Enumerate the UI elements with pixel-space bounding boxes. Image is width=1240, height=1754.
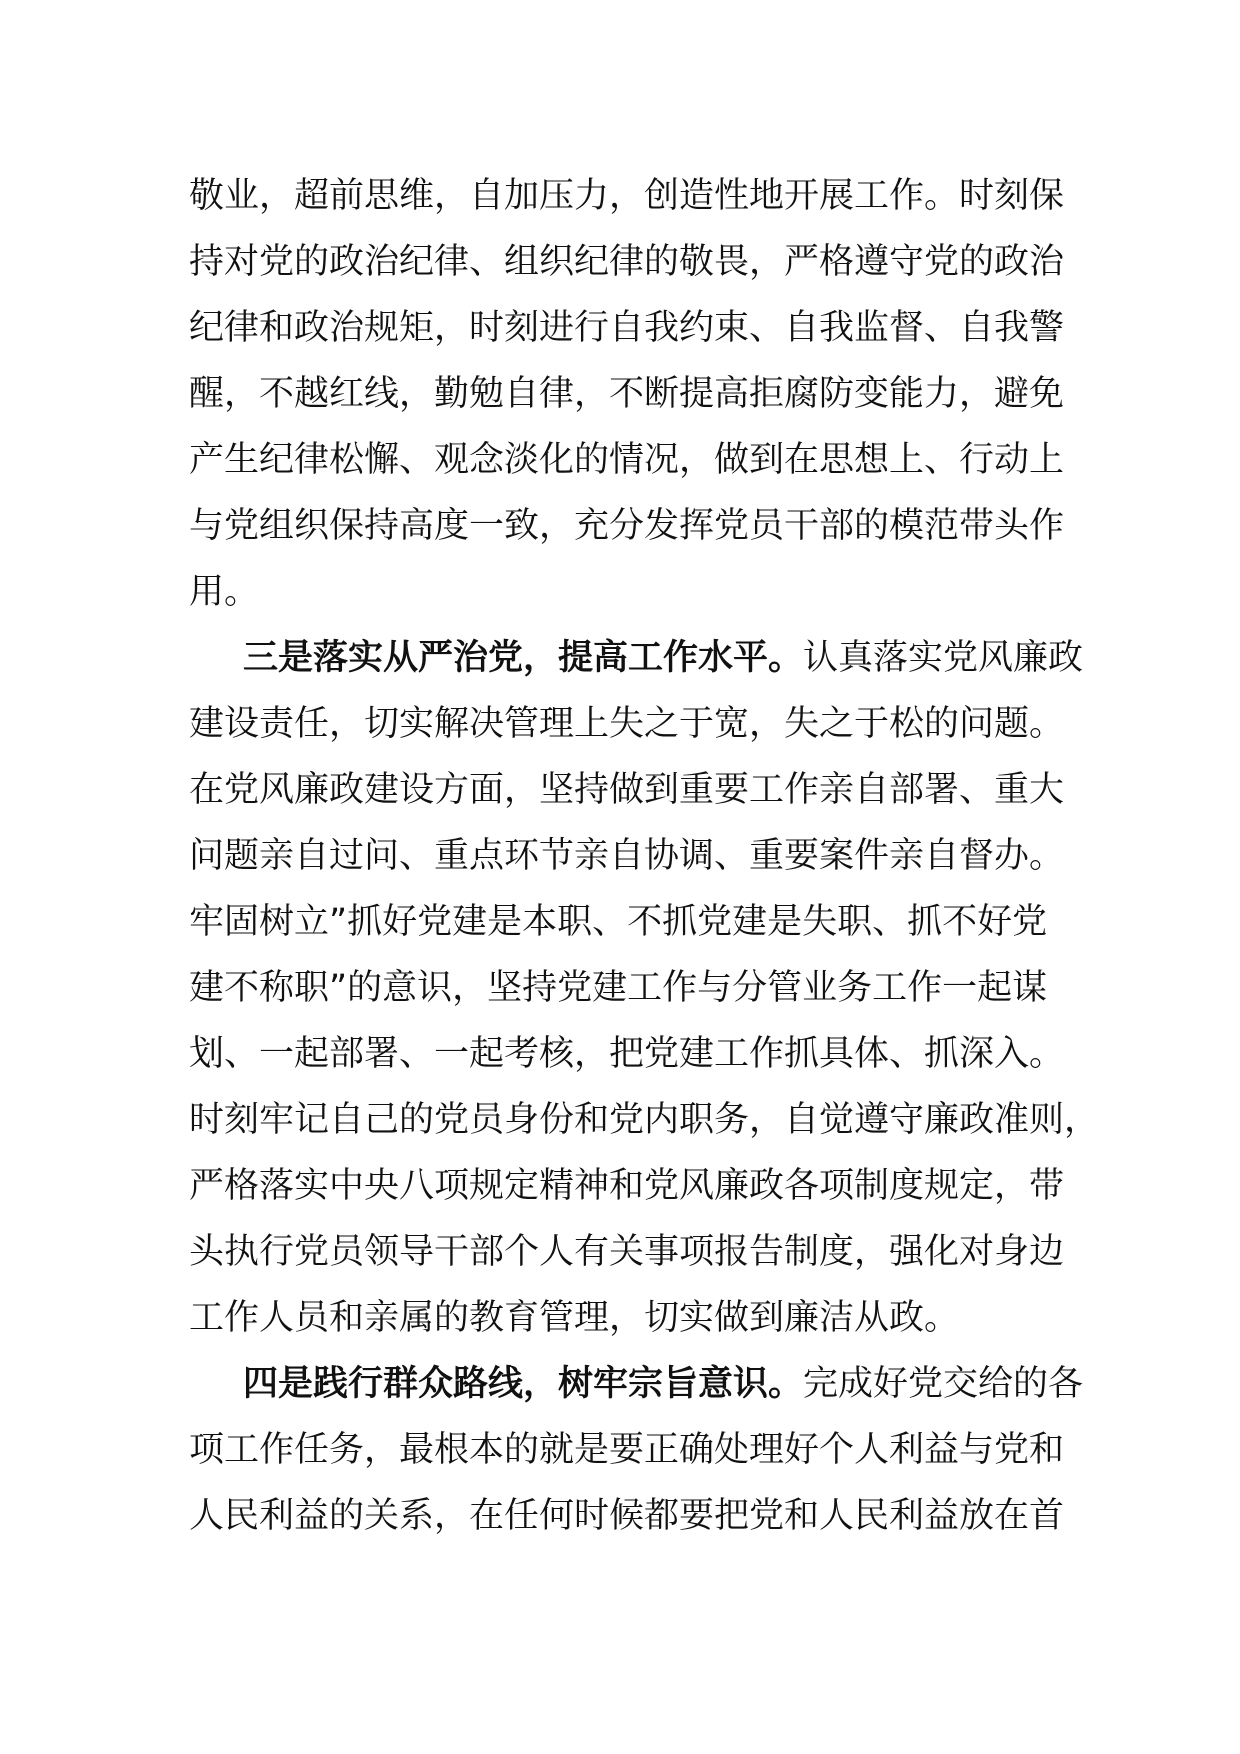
text-line: 醒，不越红线，勤勉自律，不断提高拒腐防变能力，避免 [189, 374, 1065, 414]
text-line: 产生纪律松懈、观念淡化的情况，做到在思想上、行动上 [189, 440, 1065, 480]
text-line: 人民利益的关系，在任何时候都要把党和人民利益放在首 [189, 1496, 1065, 1536]
text-line: 头执行党员领导干部个人有关事项报告制度，强化对身边 [189, 1232, 1065, 1272]
paragraph-party-governance [189, 625, 1100, 1351]
text-line: 建设责任，切实解决管理上失之于宽，失之于松的问题。 [189, 704, 1065, 744]
text-run: 认真落实党风廉政 [803, 638, 1084, 678]
paragraph-mass-line [189, 1351, 1084, 1549]
paragraph-first-line [189, 625, 1084, 691]
text-line: 工作人员和亲属的教育管理，切实做到廉洁从政。 [189, 1298, 960, 1338]
text-line: 牢固树立”抓好党建是本职、不抓党建是失职、抓不好党 [189, 902, 1048, 942]
paragraph-discipline [189, 163, 1069, 625]
text-line: 划、一起部署、一起考核，把党建工作抓具体、抓深入。 [189, 1034, 1065, 1074]
text-line: 时刻牢记自己的党员身份和党内职务，自觉遵守廉政准则， [189, 1100, 1100, 1140]
text-line: 项工作任务，最根本的就是要正确处理好个人利益与党和 [189, 1430, 1065, 1470]
paragraph-heading: 三是落实从严治党，提高工作水平。 [243, 638, 804, 678]
document-body [189, 163, 1100, 1549]
text-line: 纪律和政治规矩，时刻进行自我约束、自我监督、自我警 [189, 308, 1065, 348]
text-line: 敬业，超前思维，自加压力，创造性地开展工作。时刻保 [189, 176, 1065, 216]
text-line: 严格落实中央八项规定精神和党风廉政各项制度规定，带 [189, 1166, 1065, 1206]
text-line: 与党组织保持高度一致，充分发挥党员干部的模范带头作 [189, 506, 1065, 546]
text-line: 在党风廉政建设方面，坚持做到重要工作亲自部署、重大 [189, 770, 1065, 810]
text-line: 用。 [189, 572, 260, 612]
text-run: 完成好党交给的各 [803, 1364, 1084, 1404]
text-line: 建不称职”的意识，坚持党建工作与分管业务工作一起谋 [189, 968, 1048, 1008]
paragraph-heading: 四是践行群众路线，树牢宗旨意识。 [243, 1364, 804, 1404]
text-line: 持对党的政治纪律、组织纪律的敬畏，严格遵守党的政治 [189, 242, 1065, 282]
text-line: 问题亲自过问、重点环节亲自协调、重要案件亲自督办。 [189, 836, 1065, 876]
paragraph-first-line [189, 1351, 1084, 1417]
